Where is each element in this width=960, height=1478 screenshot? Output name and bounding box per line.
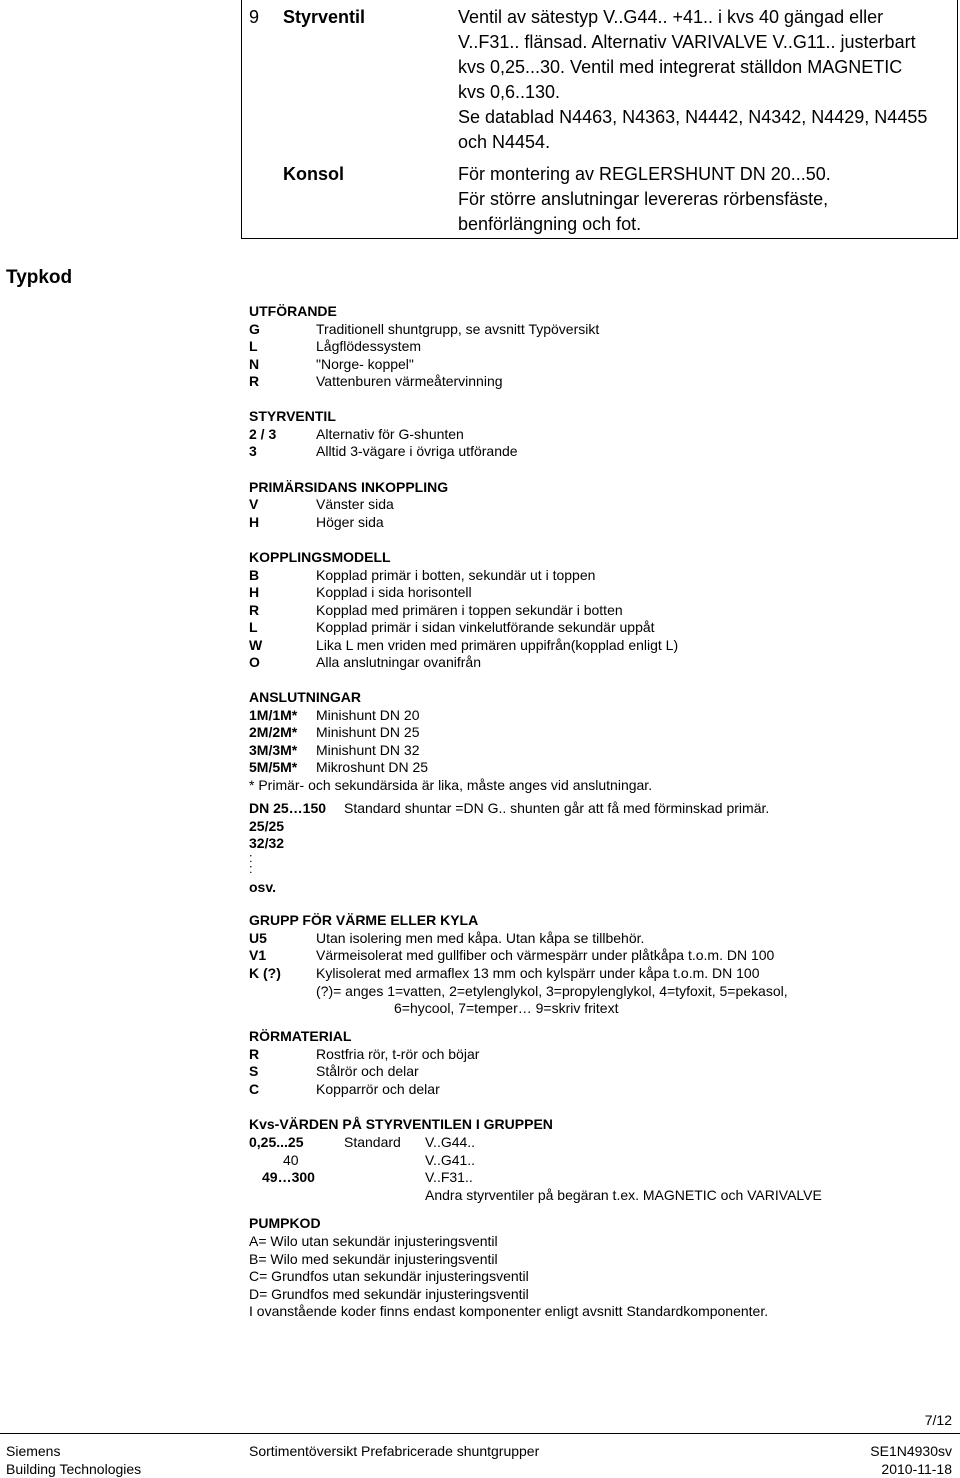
desc-line: kvs 0,6..130. <box>458 82 561 102</box>
code: 25/25 <box>249 818 285 834</box>
kvs-extra: Andra styrventiler på begäran t.ex. MAGNETIC och VARIVALVE <box>425 1187 822 1203</box>
code: H <box>249 584 260 600</box>
rormaterial-title: RÖRMATERIAL <box>249 1028 352 1044</box>
page-number: 7/12 <box>924 1412 952 1428</box>
kvs-valve: V..G44.. <box>425 1134 476 1150</box>
desc-line: och N4454. <box>458 132 551 152</box>
desc-line: Se datablad N4463, N4363, N4442, N4342, N4429, N4455 <box>458 107 928 127</box>
code: C <box>249 1081 260 1097</box>
grupp-title: GRUPP FÖR VÄRME ELLER KYLA <box>249 912 479 928</box>
kvs-label: Standard <box>344 1134 401 1150</box>
kvs-valve: V..F31.. <box>425 1169 473 1185</box>
code: 32/32 <box>249 835 285 851</box>
code-desc: Vänster sida <box>316 496 394 512</box>
code-desc: Lågflödessystem <box>316 338 422 354</box>
code: B <box>249 567 260 583</box>
code-desc: Alltid 3-vägare i övriga utförande <box>316 443 518 459</box>
utforande-title: UTFÖRANDE <box>249 303 337 319</box>
desc-line: benförlängning och fot. <box>458 214 642 234</box>
primarsidans-title: PRIMÄRSIDANS INKOPPLING <box>249 479 449 495</box>
pumpkod-line: D= Grundfos med sekundär injusteringsventil <box>249 1285 529 1302</box>
footer-divider <box>0 1433 960 1434</box>
typkod-heading: Typkod <box>6 267 73 288</box>
desc-line: För större anslutningar levereras rörbensfäste, <box>458 189 829 209</box>
osv-label: osv. <box>249 879 276 895</box>
code-desc: "Norge- koppel" <box>316 356 414 372</box>
code: 2 / 3 <box>249 426 277 442</box>
code: U5 <box>249 930 267 946</box>
grupp-note-cont: 6=hycool, 7=temper… 9=skriv fritext <box>394 1000 619 1016</box>
code-desc: Stålrör och delar <box>316 1063 419 1079</box>
code-desc: Minishunt DN 20 <box>316 707 420 723</box>
code: R <box>249 602 260 618</box>
code: L <box>249 619 258 635</box>
footer-date: 2010-11-18 <box>881 1461 952 1477</box>
styrventil-title: STYRVENTIL <box>249 408 336 424</box>
code-desc: Kopplad primär i botten, sekundär ut i toppen <box>316 567 596 583</box>
grupp-note: (?)= anges 1=vatten, 2=etylenglykol, 3=propylenglykol, 4=tyfoxit, 5=pekasol, <box>316 983 788 999</box>
code: V1 <box>249 947 267 963</box>
code-desc: Kopplad primär i sidan vinkelutförande sekundär uppåt <box>316 619 655 635</box>
code-desc: Kylisolerat med armaflex 13 mm och kylspärr under kåpa t.o.m. DN 100 <box>316 965 760 981</box>
desc-line: Ventil av sätestyp V..G44.. +41.. i kvs 40 gängad eller <box>458 7 884 27</box>
footer-doc-title: Sortimentöversikt Prefabricerade shuntgrupper <box>249 1443 540 1459</box>
code-desc: Värmeisolerat med gullfiber och värmespärr under plåtkåpa t.o.m. DN 100 <box>316 947 775 963</box>
footer-doc-id: SE1N4930sv <box>870 1443 952 1459</box>
code-desc: Kopparrör och delar <box>316 1081 440 1097</box>
code-desc: Utan isolering men med kåpa. Utan kåpa se tillbehör. <box>316 930 645 946</box>
kvs-range: 40 <box>283 1152 299 1168</box>
desc-line: För montering av REGLERSHUNT DN 20...50. <box>458 164 831 184</box>
code: O <box>249 654 260 670</box>
pumpkod-line: C= Grundfos utan sekundär injusteringsventil <box>249 1268 529 1284</box>
styrventil-label: Styrventil <box>283 7 366 27</box>
kvs-range: 49…300 <box>262 1169 315 1185</box>
code: R <box>249 1046 260 1062</box>
dn-desc: Standard shuntar =DN G.. shunten går att få med förminskad primär. <box>344 800 770 816</box>
footer-division: Building Technologies <box>6 1461 142 1477</box>
code: R <box>249 373 260 389</box>
pumpkod-line: B= Wilo med sekundär injusteringsventil <box>249 1250 498 1267</box>
code: K (?) <box>249 965 281 981</box>
pumpkod-line: A= Wilo utan sekundär injusteringsventil <box>249 1233 498 1249</box>
code: L <box>249 338 258 354</box>
konsol-description <box>458 162 831 237</box>
code: 5M/5M* <box>249 759 298 775</box>
anslutningar-note: * Primär- och sekundärsida är lika, måste anges vid anslutningar. <box>249 777 653 793</box>
kvs-title: Kvs-VÄRDEN PÅ STYRVENTILEN I GRUPPEN <box>249 1116 553 1132</box>
code: G <box>249 321 260 337</box>
code-desc: Vattenburen värmeåtervinning <box>316 373 503 389</box>
code-desc: Alla anslutningar ovanifrån <box>316 654 481 670</box>
ellipsis-dots: : <box>249 850 253 865</box>
code-desc: Minishunt DN 32 <box>316 742 420 758</box>
code: 1M/1M* <box>249 707 298 723</box>
kvs-range: 0,25...25 <box>249 1134 304 1150</box>
dn-code: DN 25…150 <box>249 800 327 816</box>
code: W <box>249 637 263 653</box>
code-desc: Kopplad i sida horisontell <box>316 584 472 600</box>
code-desc: Alternativ för G-shunten <box>316 426 464 442</box>
konsol-label: Konsol <box>283 164 344 184</box>
styrventil-description <box>458 5 927 155</box>
code-desc: Mikroshunt DN 25 <box>316 759 429 775</box>
desc-line: kvs 0,25...30. Ventil med integrerat ställdon MAGNETIC <box>458 57 903 77</box>
pumpkod-list <box>249 1233 768 1321</box>
code-desc: Traditionell shuntgrupp, se avsnitt Typöversikt <box>316 321 600 337</box>
kvs-valve: V..G41.. <box>425 1152 476 1168</box>
code-desc: Rostfria rör, t-rör och böjar <box>316 1046 480 1062</box>
code: S <box>249 1063 259 1079</box>
code-desc: Minishunt DN 25 <box>316 724 420 740</box>
code: 2M/2M* <box>249 724 298 740</box>
code: N <box>249 356 260 372</box>
ellipsis-dots: : <box>249 861 253 876</box>
footer-company: Siemens <box>6 1443 61 1459</box>
code-desc: Lika L men vriden med primären uppifrån(kopplad enligt L) <box>316 637 679 653</box>
code: 3 <box>249 443 257 459</box>
code: 3M/3M* <box>249 742 298 758</box>
code: V <box>249 496 259 512</box>
pumpkod-line: I ovanstående koder finns endast komponenter enligt avsnitt Standardkomponenter. <box>249 1303 769 1319</box>
kopplingsmodell-title: KOPPLINGSMODELL <box>249 549 391 565</box>
row-number: 9 <box>249 7 260 27</box>
code-desc: Kopplad med primären i toppen sekundär i botten <box>316 602 623 618</box>
desc-line: V..F31.. flänsad. Alternativ VARIVALVE V..G11.. justerbart <box>458 32 916 52</box>
pumpkod-title: PUMPKOD <box>249 1215 321 1231</box>
code-desc: Höger sida <box>316 514 384 530</box>
code: H <box>249 514 260 530</box>
anslutningar-title: ANSLUTNINGAR <box>249 689 361 705</box>
